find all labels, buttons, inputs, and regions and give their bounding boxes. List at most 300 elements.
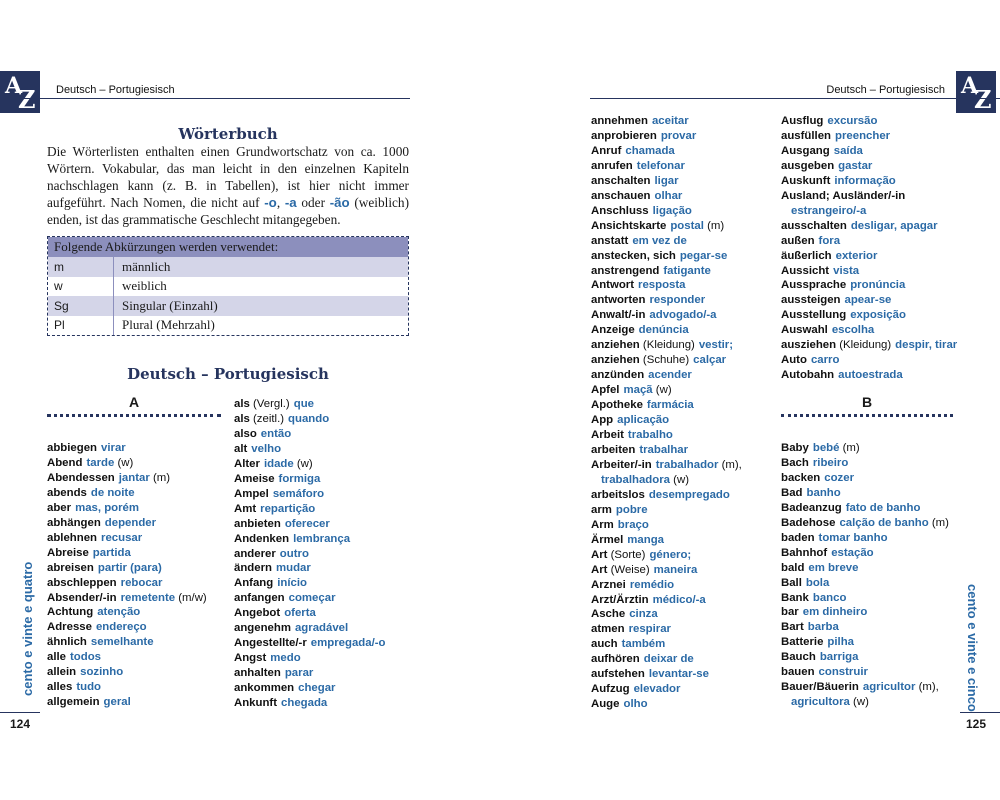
portuguese-translation: desempregado: [648, 488, 730, 501]
dictionary-entry: [781, 516, 949, 531]
gender-note: (w): [655, 384, 672, 397]
german-term: ändern: [234, 562, 272, 575]
german-word: [47, 532, 97, 544]
german-word: [781, 606, 799, 618]
german-word: [781, 160, 834, 172]
dictionary-entry: [47, 501, 207, 516]
dictionary-entry: [591, 637, 742, 652]
portuguese-translation: carro: [810, 354, 840, 367]
portuguese-translation: trabalho: [627, 429, 673, 442]
portuguese-translation: olhar: [654, 189, 683, 202]
german-word: [781, 681, 859, 693]
dictionary-entry: [47, 620, 207, 635]
intro-text-after: (weiblich) enden, ist das grammatische Geschlecht mitangegeben.: [47, 195, 409, 227]
dictionary-entry: [234, 561, 386, 576]
dictionary-entry: [781, 456, 949, 471]
dictionary-entry: [234, 397, 386, 412]
portuguese-translation: sozinho: [80, 666, 124, 679]
german-word: [234, 622, 291, 634]
german-word: [47, 442, 97, 454]
german-word: [234, 637, 307, 649]
german-word: [234, 503, 256, 515]
portuguese-translation: responder: [649, 294, 706, 307]
dictionary-entry: [781, 471, 949, 486]
dictionary-entry: [781, 234, 957, 249]
portuguese-translation: todos: [70, 651, 102, 664]
portuguese-translation: partida: [92, 546, 131, 559]
dictionary-entry: [781, 441, 949, 456]
portuguese-translation: autoestrada: [838, 369, 903, 382]
german-word: [781, 651, 816, 663]
german-term: ausgeben: [781, 159, 835, 172]
german-term: Ball: [781, 576, 802, 589]
german-term: arbeiten: [591, 443, 636, 456]
portuguese-translation: braço: [617, 518, 649, 531]
portuguese-translation: preencher: [835, 129, 891, 142]
dictionary-entry: [781, 293, 957, 308]
portuguese-translation: chegar: [298, 682, 336, 695]
intro-comma: ,: [276, 195, 285, 210]
dictionary-entry: [47, 695, 207, 710]
page-words-left: cento e vinte e quatro: [20, 561, 35, 696]
column-1: [47, 441, 207, 710]
german-word: [591, 579, 626, 591]
dictionary-entry: [591, 563, 742, 578]
portuguese-translation: empregada/-o: [310, 637, 386, 650]
german-term: anstatt: [591, 234, 629, 247]
german-term: Arm: [591, 518, 614, 531]
dictionary-entry: [47, 591, 207, 606]
az-logo-right: [956, 71, 996, 113]
ending-ao: -ão: [329, 195, 350, 210]
portuguese-translation: semáforo: [272, 487, 325, 500]
dictionary-entry: [234, 606, 386, 621]
german-word: [781, 339, 891, 351]
german-term: Ameise: [234, 472, 275, 485]
german-term: antworten: [591, 294, 646, 307]
german-term: Aussicht: [781, 264, 830, 277]
dictionary-entry: [234, 651, 386, 666]
portuguese-translation: rebocar: [120, 576, 163, 589]
dictionary-entry: [47, 531, 207, 546]
german-term: aussteigen: [781, 294, 841, 307]
section-title: Deutsch – Portugiesisch: [127, 365, 329, 383]
german-term: Anzeige: [591, 324, 635, 337]
portuguese-translation: médico/-a: [652, 593, 706, 606]
dictionary-entry: [591, 368, 742, 383]
german-word: [591, 250, 676, 262]
portuguese-translation: banho: [806, 486, 841, 499]
portuguese-translation: começar: [288, 592, 336, 605]
german-word: [781, 592, 809, 604]
dictionary-entry: [234, 472, 386, 487]
german-term: Autobahn: [781, 369, 835, 382]
german-word: [234, 652, 266, 664]
dictionary-entry: [781, 501, 949, 516]
ending-o: -o: [264, 195, 277, 210]
portuguese-translation: vestir;: [698, 339, 734, 352]
portuguese-translation: velho: [251, 442, 282, 455]
abbr-row: [48, 316, 408, 336]
portuguese-translation: género;: [649, 548, 692, 561]
portuguese-translation: em breve: [808, 561, 859, 574]
dictionary-entry: [47, 635, 207, 650]
dictionary-entry: [591, 308, 742, 323]
german-word: [591, 519, 614, 531]
dictionary-entry: [781, 278, 957, 293]
gender-note: (w): [117, 456, 134, 469]
portuguese-translation: estrangeiro/-a: [791, 204, 867, 217]
dictionary-entry: [781, 144, 957, 159]
german-word: [781, 636, 823, 648]
dictionary-entry: [47, 561, 207, 576]
german-term: abreisen: [47, 561, 94, 574]
german-word: [47, 696, 100, 708]
german-term: baden: [781, 531, 815, 544]
german-word: [591, 444, 635, 456]
german-word: [781, 577, 802, 589]
german-word: [234, 533, 289, 545]
german-term: Ausflug: [781, 115, 824, 127]
dictionary-entry: [781, 486, 949, 501]
dictionary-entry: [591, 189, 742, 204]
german-word: [47, 457, 82, 469]
dictionary-entry: [781, 650, 949, 665]
german-term: Ausgang: [781, 144, 830, 157]
portuguese-translation: pronúncia: [850, 279, 906, 292]
german-term: Anfang: [234, 577, 274, 590]
german-term: Ansichtskarte: [591, 219, 667, 232]
german-term: als: [234, 412, 250, 425]
portuguese-translation: barriga: [819, 651, 859, 664]
dictionary-entry: [781, 219, 957, 234]
german-word: [781, 472, 820, 484]
dictionary-entry: [234, 457, 386, 472]
portuguese-translation: oferecer: [284, 517, 330, 530]
dictionary-entry: [591, 204, 742, 219]
german-term: arm: [591, 503, 612, 516]
german-term: Abreise: [47, 546, 89, 559]
german-term: Bauch: [781, 651, 816, 664]
german-word: [781, 130, 831, 142]
dotted-divider-a: [47, 414, 221, 417]
german-word: [781, 145, 830, 157]
portuguese-translation: acender: [648, 369, 692, 382]
dictionary-entry: [591, 159, 742, 174]
portuguese-translation: tomar banho: [818, 531, 888, 544]
dictionary-entry: [47, 665, 207, 680]
dictionary-entry: [47, 516, 207, 531]
portuguese-translation: bebé: [812, 442, 840, 454]
german-term: Bart: [781, 621, 804, 634]
letter-a-heading: A: [128, 394, 140, 410]
letter-b-heading: B: [861, 394, 873, 410]
german-term: Arznei: [591, 578, 626, 591]
portuguese-translation: deixar de: [643, 653, 694, 666]
portuguese-translation: escolha: [831, 324, 875, 337]
german-term: anrufen: [591, 159, 633, 172]
gender-note: (m): [842, 442, 860, 454]
german-term: anprobieren: [591, 129, 657, 142]
german-term: Absender/-in: [47, 591, 117, 604]
portuguese-translation: oferta: [284, 607, 316, 620]
german-term: anbieten: [234, 517, 281, 530]
dictionary-entry: [591, 114, 742, 129]
portuguese-translation: manga: [627, 533, 665, 546]
gender-note: (m/w): [178, 591, 207, 604]
german-term: abends: [47, 486, 87, 499]
german-term: Bad: [781, 486, 803, 499]
dictionary-entry: [591, 458, 742, 473]
abbr-key: Sg: [48, 296, 114, 316]
portuguese-translation: estação: [831, 546, 874, 559]
german-word: [234, 473, 275, 485]
abbr-value: Plural (Mehrzahl): [122, 317, 215, 333]
german-term: ähnlich: [47, 636, 87, 649]
german-term: äußerlich: [781, 249, 832, 262]
german-term: Bach: [781, 456, 809, 469]
german-term: App: [591, 414, 614, 427]
german-term: alles: [47, 681, 73, 694]
portuguese-translation: construir: [818, 666, 868, 679]
portuguese-translation: mas, porém: [75, 501, 140, 514]
portuguese-translation: de noite: [90, 486, 135, 499]
german-word: [47, 487, 87, 499]
german-word: [591, 369, 644, 381]
dictionary-entry: [47, 441, 207, 456]
portuguese-translation: telefonar: [636, 159, 685, 172]
portuguese-translation: quando: [288, 412, 330, 425]
german-word: [591, 414, 613, 426]
german-word: [591, 698, 619, 710]
german-term: also: [234, 427, 257, 440]
dictionary-entry: [781, 159, 957, 174]
dictionary-entry: [234, 502, 386, 517]
german-term: alt: [234, 442, 248, 455]
portuguese-translation: idade: [263, 457, 294, 470]
german-word: [781, 220, 847, 232]
dictionary-entry: [781, 620, 949, 635]
german-term: Abendessen: [47, 471, 115, 484]
dictionary-entry: [234, 591, 386, 606]
gender-note: (m),: [918, 681, 939, 694]
portuguese-translation: agricultor: [862, 681, 916, 694]
abbr-value: männlich: [122, 258, 171, 274]
german-term: Auto: [781, 354, 807, 367]
portuguese-translation: gastar: [838, 159, 873, 172]
german-word: [781, 369, 834, 381]
portuguese-translation: aceitar: [651, 115, 689, 127]
german-term: Asche: [591, 608, 626, 621]
gender-note: (m): [152, 471, 171, 484]
portuguese-translation: geral: [103, 696, 131, 709]
dictionary-entry: [47, 605, 207, 620]
german-term: ankommen: [234, 682, 295, 695]
intro-text-before: Die Wörterlisten enthalten einen Grundwortschatz von ca. 1000 Wörtern. Vokabular, das man leicht in den einzelnen Kapiteln nachschlagen kann (z. B. in Tabellen), ist hier nicht immer aufgeführt. Nach Nomen, die nicht auf: [47, 144, 409, 210]
german-term: Angebot: [234, 607, 281, 620]
dictionary-entry: [591, 219, 742, 234]
intro-title: Wörterbuch: [178, 125, 278, 143]
portuguese-translation: virar: [101, 442, 126, 454]
german-term: anstecken, sich: [591, 249, 676, 262]
column-5: [781, 441, 949, 710]
dictionary-entry: [781, 323, 957, 338]
portuguese-translation: chegada: [281, 697, 328, 710]
german-term: allein: [47, 666, 77, 679]
portuguese-translation: parar: [284, 667, 314, 680]
german-word: [591, 265, 659, 277]
german-word: [591, 145, 621, 157]
dictionary-entry: [781, 129, 957, 144]
dictionary-entry: [591, 293, 742, 308]
german-word: [591, 279, 634, 291]
german-word: [781, 457, 809, 469]
entry-continuation: [781, 204, 957, 219]
portuguese-translation: partir (para): [97, 561, 162, 574]
german-word: [47, 562, 94, 574]
running-header-left: Deutsch – Portugiesisch: [56, 84, 175, 96]
dictionary-entry: [591, 548, 742, 563]
german-word: [591, 564, 650, 576]
german-term: aber: [47, 501, 72, 514]
portuguese-translation: início: [277, 577, 307, 590]
portuguese-translation: vista: [833, 264, 860, 277]
portuguese-translation: provar: [660, 129, 697, 142]
german-word: [591, 160, 633, 172]
column-2: [234, 397, 386, 711]
usage-note: (Kleidung): [642, 339, 695, 352]
german-word: [781, 190, 905, 202]
dictionary-entry: [47, 486, 207, 501]
portuguese-translation: exterior: [835, 249, 878, 262]
german-word: [591, 175, 651, 187]
german-term: bauen: [781, 666, 815, 679]
usage-note: (Vergl.): [253, 398, 290, 410]
german-word: [781, 621, 804, 633]
logo-letter-z: Z: [974, 85, 992, 114]
gender-note: (w): [296, 457, 313, 470]
intro-text: [47, 143, 409, 228]
dictionary-entry: [234, 621, 386, 636]
abbr-row: [48, 296, 408, 316]
german-word: [591, 638, 618, 650]
german-term: Abend: [47, 456, 83, 469]
dictionary-entry: [234, 666, 386, 681]
german-word: [591, 294, 645, 306]
german-term: ausschalten: [781, 219, 847, 232]
dictionary-entry: [591, 249, 742, 264]
abbreviations-heading: Folgende Abkürzungen werden verwendet:: [48, 237, 408, 257]
page-number-rule-right: [960, 712, 1000, 713]
german-word: [234, 488, 269, 500]
gender-note: (w): [853, 696, 869, 709]
german-word: [781, 354, 807, 366]
german-term: Apotheke: [591, 399, 643, 412]
german-word: [591, 115, 648, 127]
entry-continuation: [781, 695, 949, 710]
dictionary-entry: [591, 144, 742, 159]
german-word: [781, 442, 809, 454]
portuguese-translation: em vez de: [632, 234, 687, 247]
german-term: Art: [591, 563, 608, 576]
german-term: Adresse: [47, 621, 92, 634]
german-word: [591, 653, 640, 665]
portuguese-translation: agradável: [294, 622, 349, 635]
german-word: [591, 504, 612, 516]
german-word: [591, 594, 649, 606]
dictionary-entry: [781, 665, 949, 680]
portuguese-translation: pegar-se: [679, 249, 728, 262]
dictionary-entry: [781, 189, 957, 204]
german-word: [234, 548, 276, 560]
usage-note: (zeitl.): [253, 412, 285, 425]
dictionary-entry: [591, 607, 742, 622]
dictionary-entry: [591, 593, 742, 608]
german-word: [591, 220, 666, 232]
german-word: [591, 205, 649, 217]
german-word: [781, 115, 823, 127]
german-term: Anwalt/-in: [591, 309, 646, 322]
portuguese-translation: fato de banho: [845, 501, 921, 514]
german-term: abbiegen: [47, 442, 98, 454]
german-word: [591, 354, 689, 366]
german-term: Anschluss: [591, 204, 649, 217]
portuguese-translation: informação: [834, 174, 896, 187]
german-word: [591, 459, 652, 471]
german-word: [591, 683, 630, 695]
portuguese-translation: outro: [279, 547, 309, 560]
german-word: [781, 547, 827, 559]
german-term: Angestellte/-r: [234, 637, 307, 650]
usage-note: (Weise): [610, 563, 650, 576]
dictionary-entry: [781, 546, 949, 561]
german-term: bald: [781, 561, 805, 574]
portuguese-translation: formiga: [278, 472, 321, 485]
german-word: [781, 487, 803, 499]
dictionary-entry: [591, 488, 742, 503]
german-term: Bank: [781, 591, 809, 604]
dictionary-entry: [591, 652, 742, 667]
german-term: anziehen: [591, 339, 640, 352]
german-term: Aussprache: [781, 279, 847, 292]
portuguese-translation: aplicação: [617, 414, 670, 427]
portuguese-translation: pilha: [827, 636, 855, 649]
usage-note: (Sorte): [610, 548, 646, 561]
dictionary-entry: [591, 682, 742, 697]
portuguese-translation: maneira: [653, 563, 698, 576]
german-word: [591, 608, 625, 620]
german-term: anzünden: [591, 369, 645, 382]
dictionary-entry: [591, 353, 742, 368]
german-word: [234, 682, 294, 694]
german-term: Arbeit: [591, 429, 624, 442]
german-word: [781, 666, 815, 678]
german-word: [591, 309, 645, 321]
portuguese-translation: pobre: [615, 503, 648, 516]
german-word: [591, 399, 643, 411]
dictionary-entry: [234, 696, 386, 711]
portuguese-translation: desligar, apagar: [850, 219, 938, 232]
german-term: Bahnhof: [781, 546, 828, 559]
german-word: [781, 517, 835, 529]
german-term: Badehose: [781, 516, 836, 529]
portuguese-translation: trabalhar: [639, 443, 689, 456]
portuguese-translation: jantar: [118, 471, 150, 484]
german-word: [781, 532, 815, 544]
german-word: [234, 562, 272, 574]
dictionary-entry: [234, 681, 386, 696]
german-term: auch: [591, 638, 618, 651]
